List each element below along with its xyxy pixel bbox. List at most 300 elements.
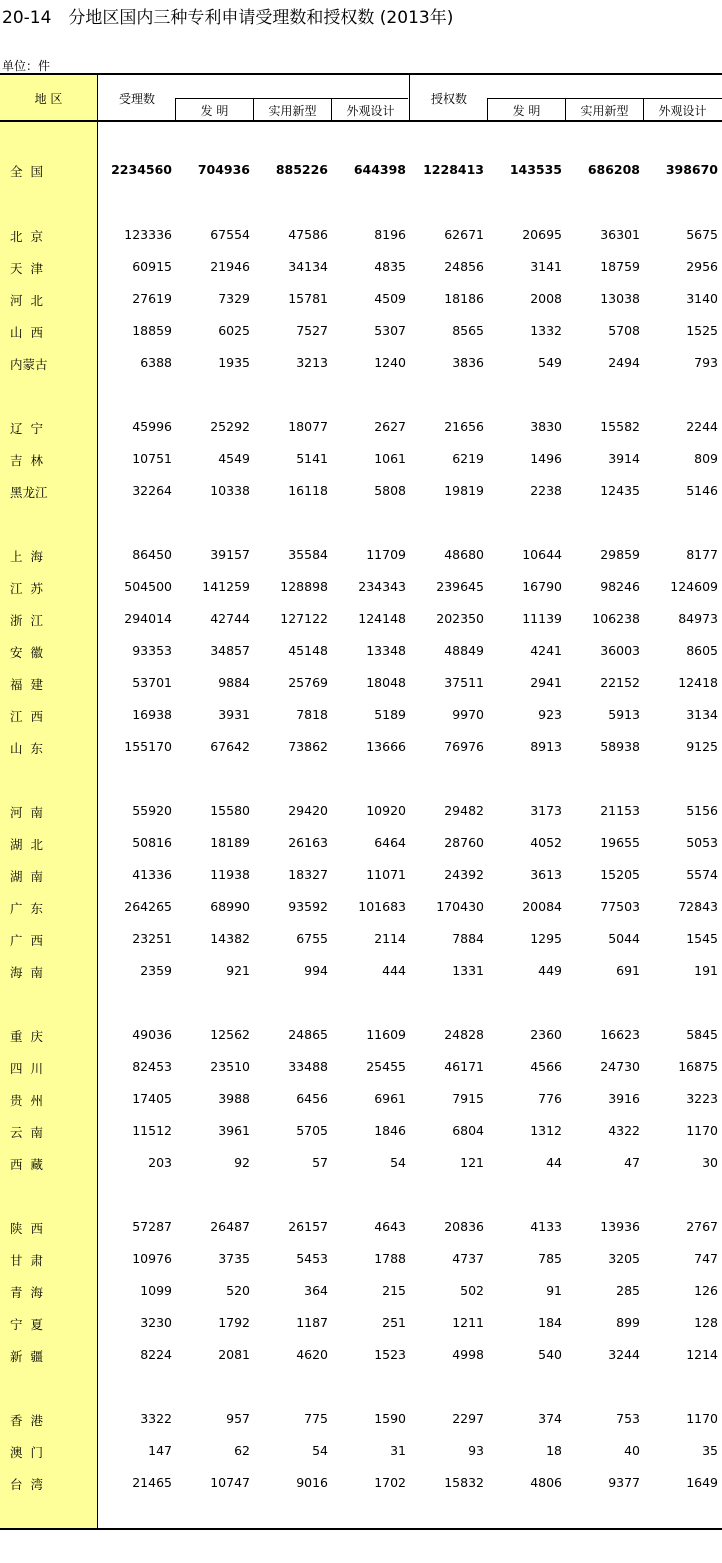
value-cell: 294014: [124, 611, 172, 626]
header-accepted: 受理数: [118, 92, 155, 106]
value-cell: 10976: [132, 1251, 172, 1266]
value-cell: 449: [538, 963, 562, 978]
value-cell: 31: [390, 1443, 406, 1458]
value-cell: 124609: [670, 579, 718, 594]
value-cell: 16938: [132, 707, 172, 722]
value-cell: 1702: [374, 1475, 406, 1490]
value-cell: 16790: [522, 579, 562, 594]
value-cell: 15205: [600, 867, 640, 882]
table-row: [0, 547, 722, 569]
value-cell: 3735: [218, 1251, 250, 1266]
value-cell: 12435: [600, 483, 640, 498]
header-accepted-design: 外观设计: [346, 104, 395, 118]
value-cell: 3141: [530, 259, 562, 274]
value-cell: 776: [538, 1091, 562, 1106]
value-cell: 32264: [132, 483, 172, 498]
value-cell: 4241: [530, 643, 562, 658]
value-cell: 6219: [452, 451, 484, 466]
value-cell: 17405: [132, 1091, 172, 1106]
page-title: 20-14 分地区国内三种专利申请受理数和授权数 (2013年): [2, 8, 454, 28]
table-row: [0, 291, 722, 313]
value-cell: 1170: [686, 1123, 718, 1138]
value-cell: 21946: [210, 259, 250, 274]
region-name: 吉 林: [10, 453, 43, 468]
region-name: 全 国: [10, 164, 43, 179]
value-cell: 2244: [686, 419, 718, 434]
value-cell: 5808: [374, 483, 406, 498]
value-cell: 11709: [366, 547, 406, 562]
value-cell: 29482: [444, 803, 484, 818]
region-name: 广 东: [10, 901, 43, 916]
table-row: [0, 739, 722, 761]
value-cell: 994: [304, 963, 328, 978]
value-cell: 549: [538, 355, 562, 370]
value-cell: 374: [538, 1411, 562, 1426]
value-cell: 1545: [686, 931, 718, 946]
value-cell: 25292: [210, 419, 250, 434]
region-name: 湖 北: [10, 837, 43, 852]
value-cell: 123336: [124, 227, 172, 242]
table-row: [0, 483, 722, 505]
value-cell: 6755: [296, 931, 328, 946]
value-cell: 6804: [452, 1123, 484, 1138]
value-cell: 4737: [452, 1251, 484, 1266]
value-cell: 57287: [132, 1219, 172, 1234]
value-cell: 540: [538, 1347, 562, 1362]
header-granted-invention: 发 明: [512, 104, 541, 118]
value-cell: 10751: [132, 451, 172, 466]
value-cell: 155170: [124, 739, 172, 754]
value-cell: 11071: [366, 867, 406, 882]
table-row: [0, 1411, 722, 1433]
value-cell: 77503: [600, 899, 640, 914]
value-cell: 3961: [218, 1123, 250, 1138]
value-cell: 2297: [452, 1411, 484, 1426]
value-cell: 20836: [444, 1219, 484, 1234]
value-cell: 4549: [218, 451, 250, 466]
value-cell: 785: [538, 1251, 562, 1266]
value-cell: 9125: [686, 739, 718, 754]
table-row: [0, 1443, 722, 1465]
value-cell: 2114: [374, 931, 406, 946]
value-cell: 35584: [288, 547, 328, 562]
value-cell: 26163: [288, 835, 328, 850]
value-cell: 12562: [210, 1027, 250, 1042]
value-cell: 3613: [530, 867, 562, 882]
value-cell: 2941: [530, 675, 562, 690]
table-row: [0, 867, 722, 889]
value-cell: 30: [702, 1155, 718, 1170]
value-cell: 76976: [444, 739, 484, 754]
value-cell: 54: [390, 1155, 406, 1170]
table-row: [0, 355, 722, 377]
value-cell: 91: [546, 1283, 562, 1298]
table-bottom-border: [0, 1528, 722, 1530]
table-row: [0, 227, 722, 249]
value-cell: 124148: [358, 611, 406, 626]
value-cell: 20084: [522, 899, 562, 914]
value-cell: 33488: [288, 1059, 328, 1074]
value-cell: 7329: [218, 291, 250, 306]
value-cell: 1525: [686, 323, 718, 338]
value-cell: 13666: [366, 739, 406, 754]
region-name: 河 南: [10, 805, 43, 820]
unit-label: 单位：件: [2, 59, 51, 73]
region-name: 天 津: [10, 261, 43, 276]
value-cell: 128898: [280, 579, 328, 594]
value-cell: 4133: [530, 1219, 562, 1234]
region-name: 江 西: [10, 709, 43, 724]
value-cell: 1590: [374, 1411, 406, 1426]
header-granted-design: 外观设计: [658, 104, 707, 118]
value-cell: 36003: [600, 643, 640, 658]
value-cell: 23251: [132, 931, 172, 946]
value-cell: 170430: [436, 899, 484, 914]
region-name: 内蒙古: [10, 357, 48, 372]
value-cell: 24828: [444, 1027, 484, 1042]
value-cell: 101683: [358, 899, 406, 914]
value-cell: 8177: [686, 547, 718, 562]
value-cell: 1228413: [423, 162, 484, 177]
region-name: 西 藏: [10, 1157, 43, 1172]
value-cell: 2234560: [111, 162, 172, 177]
table-row: [0, 611, 722, 633]
value-cell: 10644: [522, 547, 562, 562]
value-cell: 25769: [288, 675, 328, 690]
value-cell: 24865: [288, 1027, 328, 1042]
region-name: 四 川: [10, 1061, 43, 1076]
value-cell: 18077: [288, 419, 328, 434]
value-cell: 72843: [678, 899, 718, 914]
value-cell: 234343: [358, 579, 406, 594]
value-cell: 1935: [218, 355, 250, 370]
table-row: [0, 451, 722, 473]
value-cell: 49036: [132, 1027, 172, 1042]
accepted-subheader-line: [175, 98, 408, 99]
value-cell: 8565: [452, 323, 484, 338]
region-name: 海 南: [10, 965, 43, 980]
region-name: 重 庆: [10, 1029, 43, 1044]
value-cell: 54: [312, 1443, 328, 1458]
value-cell: 1792: [218, 1315, 250, 1330]
region-name: 陕 西: [10, 1221, 43, 1236]
value-cell: 60915: [132, 259, 172, 274]
value-cell: 93353: [132, 643, 172, 658]
value-cell: 50816: [132, 835, 172, 850]
value-cell: 3140: [686, 291, 718, 306]
table-row: [0, 259, 722, 281]
value-cell: 24392: [444, 867, 484, 882]
value-cell: 36301: [600, 227, 640, 242]
region-name: 江 苏: [10, 581, 43, 596]
header-region: 地 区: [34, 92, 63, 106]
value-cell: 21153: [600, 803, 640, 818]
value-cell: 364: [304, 1283, 328, 1298]
region-name: 山 东: [10, 741, 43, 756]
value-cell: 4322: [608, 1123, 640, 1138]
value-cell: 34134: [288, 259, 328, 274]
value-cell: 35: [702, 1443, 718, 1458]
value-cell: 9970: [452, 707, 484, 722]
value-cell: 1523: [374, 1347, 406, 1362]
value-cell: 128: [694, 1315, 718, 1330]
value-cell: 1295: [530, 931, 562, 946]
value-cell: 57: [312, 1155, 328, 1170]
value-cell: 202350: [436, 611, 484, 626]
value-cell: 67554: [210, 227, 250, 242]
region-name: 贵 州: [10, 1093, 43, 1108]
value-cell: 686208: [587, 162, 640, 177]
region-name: 甘 肃: [10, 1253, 43, 1268]
value-cell: 1649: [686, 1475, 718, 1490]
value-cell: 3223: [686, 1091, 718, 1106]
value-cell: 520: [226, 1283, 250, 1298]
value-cell: 46171: [444, 1059, 484, 1074]
value-cell: 1061: [374, 451, 406, 466]
value-cell: 18759: [600, 259, 640, 274]
value-cell: 8224: [140, 1347, 172, 1362]
value-cell: 7527: [296, 323, 328, 338]
value-cell: 18: [546, 1443, 562, 1458]
value-cell: 1187: [296, 1315, 328, 1330]
value-cell: 2767: [686, 1219, 718, 1234]
value-cell: 13038: [600, 291, 640, 306]
value-cell: 3322: [140, 1411, 172, 1426]
value-cell: 5141: [296, 451, 328, 466]
value-cell: 5574: [686, 867, 718, 882]
value-cell: 3213: [296, 355, 328, 370]
region-name: 湖 南: [10, 869, 43, 884]
value-cell: 20695: [522, 227, 562, 242]
value-cell: 126: [694, 1283, 718, 1298]
value-cell: 11938: [210, 867, 250, 882]
value-cell: 899: [616, 1315, 640, 1330]
value-cell: 8913: [530, 739, 562, 754]
value-cell: 4052: [530, 835, 562, 850]
value-cell: 398670: [665, 162, 718, 177]
value-cell: 9884: [218, 675, 250, 690]
value-cell: 3205: [608, 1251, 640, 1266]
value-cell: 15832: [444, 1475, 484, 1490]
value-cell: 55920: [132, 803, 172, 818]
value-cell: 13936: [600, 1219, 640, 1234]
value-cell: 9016: [296, 1475, 328, 1490]
value-cell: 1214: [686, 1347, 718, 1362]
value-cell: 6456: [296, 1091, 328, 1106]
value-cell: 6464: [374, 835, 406, 850]
value-cell: 16118: [288, 483, 328, 498]
value-cell: 10338: [210, 483, 250, 498]
value-cell: 3230: [140, 1315, 172, 1330]
value-cell: 29420: [288, 803, 328, 818]
value-cell: 3916: [608, 1091, 640, 1106]
table-row: [0, 1219, 722, 1241]
value-cell: 444: [382, 963, 406, 978]
value-cell: 24730: [600, 1059, 640, 1074]
value-cell: 93592: [288, 899, 328, 914]
table-row: [0, 1155, 722, 1177]
value-cell: 239645: [436, 579, 484, 594]
value-cell: 1240: [374, 355, 406, 370]
table-row: [0, 1027, 722, 1049]
header-granted-utility: 实用新型: [580, 104, 629, 118]
region-name: 香 港: [10, 1413, 43, 1428]
value-cell: 68990: [210, 899, 250, 914]
value-cell: 9377: [608, 1475, 640, 1490]
value-cell: 47: [624, 1155, 640, 1170]
value-cell: 19655: [600, 835, 640, 850]
value-cell: 23510: [210, 1059, 250, 1074]
table-row: [0, 675, 722, 697]
value-cell: 29859: [600, 547, 640, 562]
value-cell: 2238: [530, 483, 562, 498]
value-cell: 7884: [452, 931, 484, 946]
table-row: [0, 707, 722, 729]
value-cell: 4566: [530, 1059, 562, 1074]
value-cell: 19819: [444, 483, 484, 498]
value-cell: 957: [226, 1411, 250, 1426]
value-cell: 3988: [218, 1091, 250, 1106]
value-cell: 58938: [600, 739, 640, 754]
region-name: 新 疆: [10, 1349, 43, 1364]
value-cell: 121: [460, 1155, 484, 1170]
value-cell: 93: [468, 1443, 484, 1458]
value-cell: 5156: [686, 803, 718, 818]
table-row: [0, 1059, 722, 1081]
table-row: [0, 803, 722, 825]
value-cell: 62671: [444, 227, 484, 242]
value-cell: 1099: [140, 1283, 172, 1298]
value-cell: 1332: [530, 323, 562, 338]
value-cell: 2008: [530, 291, 562, 306]
value-cell: 11512: [132, 1123, 172, 1138]
value-cell: 4620: [296, 1347, 328, 1362]
value-cell: 502: [460, 1283, 484, 1298]
value-cell: 1211: [452, 1315, 484, 1330]
value-cell: 84973: [678, 611, 718, 626]
value-cell: 3914: [608, 451, 640, 466]
value-cell: 2359: [140, 963, 172, 978]
value-cell: 21465: [132, 1475, 172, 1490]
value-cell: 82453: [132, 1059, 172, 1074]
value-cell: 5053: [686, 835, 718, 850]
region-name: 黑龙江: [10, 485, 48, 500]
value-cell: 285: [616, 1283, 640, 1298]
value-cell: 1788: [374, 1251, 406, 1266]
value-cell: 1331: [452, 963, 484, 978]
region-name: 宁 夏: [10, 1317, 43, 1332]
value-cell: 1496: [530, 451, 562, 466]
value-cell: 251: [382, 1315, 406, 1330]
granted-subheader-line: [487, 98, 722, 99]
value-cell: 86450: [132, 547, 172, 562]
value-cell: 191: [694, 963, 718, 978]
value-cell: 923: [538, 707, 562, 722]
value-cell: 34857: [210, 643, 250, 658]
value-cell: 1846: [374, 1123, 406, 1138]
value-cell: 15781: [288, 291, 328, 306]
value-cell: 11609: [366, 1027, 406, 1042]
value-cell: 40: [624, 1443, 640, 1458]
value-cell: 5845: [686, 1027, 718, 1042]
value-cell: 2081: [218, 1347, 250, 1362]
table-row: [0, 1251, 722, 1273]
value-cell: 15582: [600, 419, 640, 434]
value-cell: 45996: [132, 419, 172, 434]
region-name: 河 北: [10, 293, 43, 308]
value-cell: 45148: [288, 643, 328, 658]
region-name: 安 徽: [10, 645, 43, 660]
value-cell: 16623: [600, 1027, 640, 1042]
table-row: [0, 1347, 722, 1369]
value-cell: 4509: [374, 291, 406, 306]
value-cell: 21656: [444, 419, 484, 434]
value-cell: 747: [694, 1251, 718, 1266]
value-cell: 127122: [280, 611, 328, 626]
value-cell: 2956: [686, 259, 718, 274]
value-cell: 5705: [296, 1123, 328, 1138]
value-cell: 48680: [444, 547, 484, 562]
table-row: [0, 899, 722, 921]
value-cell: 13348: [366, 643, 406, 658]
value-cell: 147: [148, 1443, 172, 1458]
table-row: [0, 1283, 722, 1305]
value-cell: 6961: [374, 1091, 406, 1106]
value-cell: 18189: [210, 835, 250, 850]
header-accepted-invention: 发 明: [200, 104, 229, 118]
region-name: 福 建: [10, 677, 43, 692]
value-cell: 5189: [374, 707, 406, 722]
value-cell: 753: [616, 1411, 640, 1426]
header-bottom-border: [0, 120, 722, 122]
value-cell: 73862: [288, 739, 328, 754]
value-cell: 5146: [686, 483, 718, 498]
value-cell: 5913: [608, 707, 640, 722]
value-cell: 4998: [452, 1347, 484, 1362]
value-cell: 27619: [132, 291, 172, 306]
value-cell: 5307: [374, 323, 406, 338]
value-cell: 15580: [210, 803, 250, 818]
value-cell: 25455: [366, 1059, 406, 1074]
table-row: [0, 963, 722, 985]
value-cell: 143535: [509, 162, 562, 177]
header-granted: 授权数: [430, 92, 467, 106]
value-cell: 809: [694, 451, 718, 466]
value-cell: 18327: [288, 867, 328, 882]
value-cell: 1170: [686, 1411, 718, 1426]
value-cell: 5708: [608, 323, 640, 338]
value-cell: 203: [148, 1155, 172, 1170]
value-cell: 12418: [678, 675, 718, 690]
table-row: [0, 1475, 722, 1497]
region-name: 澳 门: [10, 1445, 43, 1460]
value-cell: 5675: [686, 227, 718, 242]
value-cell: 92: [234, 1155, 250, 1170]
value-cell: 3134: [686, 707, 718, 722]
value-cell: 26487: [210, 1219, 250, 1234]
value-cell: 26157: [288, 1219, 328, 1234]
table-row-total: [0, 162, 722, 184]
value-cell: 504500: [124, 579, 172, 594]
value-cell: 37511: [444, 675, 484, 690]
value-cell: 264265: [124, 899, 172, 914]
value-cell: 704936: [197, 162, 250, 177]
value-cell: 10747: [210, 1475, 250, 1490]
table-row: [0, 1315, 722, 1337]
table-row: [0, 419, 722, 441]
value-cell: 2627: [374, 419, 406, 434]
value-cell: 1312: [530, 1123, 562, 1138]
